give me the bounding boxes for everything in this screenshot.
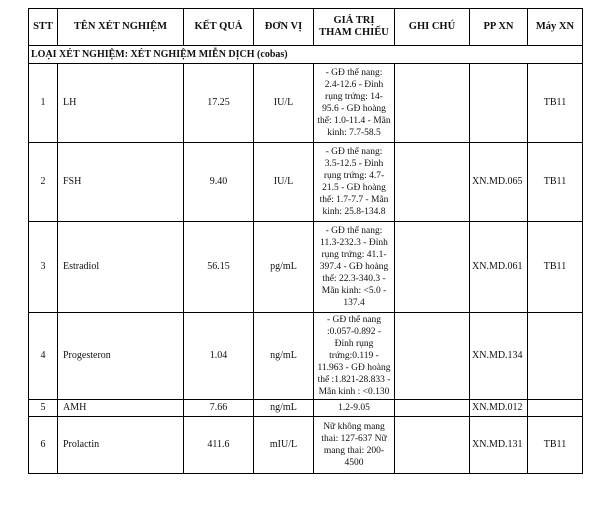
row-note bbox=[395, 222, 470, 313]
row-test-name: Prolactin bbox=[58, 417, 184, 474]
table-row bbox=[29, 417, 583, 474]
row-machine: TB11 bbox=[528, 417, 583, 474]
row-unit: pg/mL bbox=[254, 222, 314, 313]
row-reference: - GĐ thể nang: 3.5-12.5 - Đỉnh rụng trứng: 4.7-21.5 - GĐ hoàng thể: 1.7-7.7 - Mãn kinh: 25.8-134.8 bbox=[314, 143, 395, 222]
row-result: 1.04 bbox=[184, 313, 254, 400]
table-row bbox=[29, 143, 583, 222]
row-unit: mIU/L bbox=[254, 417, 314, 474]
section-title: LOẠI XÉT NGHIỆM: XÉT NGHIỆM MIỄN DỊCH (cobas) bbox=[29, 46, 583, 64]
row-test-name: Progesteron bbox=[58, 313, 184, 400]
row-stt: 2 bbox=[29, 143, 58, 222]
row-note bbox=[395, 417, 470, 474]
row-unit: IU/L bbox=[254, 143, 314, 222]
row-test-name: Estradiol bbox=[58, 222, 184, 313]
row-reference: 1.2-9.05 bbox=[314, 400, 395, 417]
row-machine: TB11 bbox=[528, 143, 583, 222]
row-machine bbox=[528, 400, 583, 417]
header-unit: ĐƠN VỊ bbox=[254, 9, 314, 46]
row-test-name: AMH bbox=[58, 400, 184, 417]
row-reference: - GĐ thể nang: 11.3-232.3 - Đỉnh rụng trứng: 41.1-397.4 - GĐ hoàng thể: 22.3-340.3 - Mãn kinh: <5.0 - 137.4 bbox=[314, 222, 395, 313]
header-test-name: TÊN XÉT NGHIỆM bbox=[58, 9, 184, 46]
row-stt: 5 bbox=[29, 400, 58, 417]
row-method: XN.MD.061 bbox=[470, 222, 528, 313]
row-machine: TB11 bbox=[528, 222, 583, 313]
row-stt: 1 bbox=[29, 64, 58, 143]
header-note: GHI CHÚ bbox=[395, 9, 470, 46]
row-unit: ng/mL bbox=[254, 400, 314, 417]
row-note bbox=[395, 143, 470, 222]
row-result: 7.66 bbox=[184, 400, 254, 417]
row-test-name: LH bbox=[58, 64, 184, 143]
row-result: 56.15 bbox=[184, 222, 254, 313]
row-machine: TB11 bbox=[528, 64, 583, 143]
header-stt: STT bbox=[29, 9, 58, 46]
row-unit: ng/mL bbox=[254, 313, 314, 400]
row-test-name: FSH bbox=[58, 143, 184, 222]
row-reference: - GĐ thể nang :0.057-0.892 - Đỉnh rụng trứng:0.119 - 11.963 - GĐ hoàng thể :1.821-28.833 - Mãn kinh : <0.130 bbox=[314, 313, 395, 400]
header-row bbox=[29, 9, 583, 46]
row-method: XN.MD.012 bbox=[470, 400, 528, 417]
table-row bbox=[29, 64, 583, 143]
table-row bbox=[29, 222, 583, 313]
header-reference: GIÁ TRỊ THAM CHIẾU bbox=[314, 9, 395, 46]
row-result: 411.6 bbox=[184, 417, 254, 474]
row-result: 17.25 bbox=[184, 64, 254, 143]
row-stt: 3 bbox=[29, 222, 58, 313]
row-stt: 4 bbox=[29, 313, 58, 400]
row-method bbox=[470, 64, 528, 143]
row-unit: IU/L bbox=[254, 64, 314, 143]
row-note bbox=[395, 400, 470, 417]
table-row bbox=[29, 313, 583, 400]
row-reference: - GĐ thể nang: 2.4-12.6 - Đỉnh rụng trứng: 14-95.6 - GĐ hoàng thể: 1.0-11.4 - Mãn kinh: 7.7-58.5 bbox=[314, 64, 395, 143]
table-row bbox=[29, 400, 583, 417]
row-result: 9.40 bbox=[184, 143, 254, 222]
row-note bbox=[395, 64, 470, 143]
row-method: XN.MD.134 bbox=[470, 313, 528, 400]
row-note bbox=[395, 313, 470, 400]
lab-results-table bbox=[28, 8, 583, 474]
row-reference: Nữ không mang thai: 127-637 Nữ mang thai: 200-4500 bbox=[314, 417, 395, 474]
row-method: XN.MD.065 bbox=[470, 143, 528, 222]
row-method: XN.MD.131 bbox=[470, 417, 528, 474]
row-machine bbox=[528, 313, 583, 400]
section-row bbox=[29, 46, 583, 64]
header-method: PP XN bbox=[470, 9, 528, 46]
header-result: KẾT QUẢ bbox=[184, 9, 254, 46]
header-machine: Máy XN bbox=[528, 9, 583, 46]
row-stt: 6 bbox=[29, 417, 58, 474]
